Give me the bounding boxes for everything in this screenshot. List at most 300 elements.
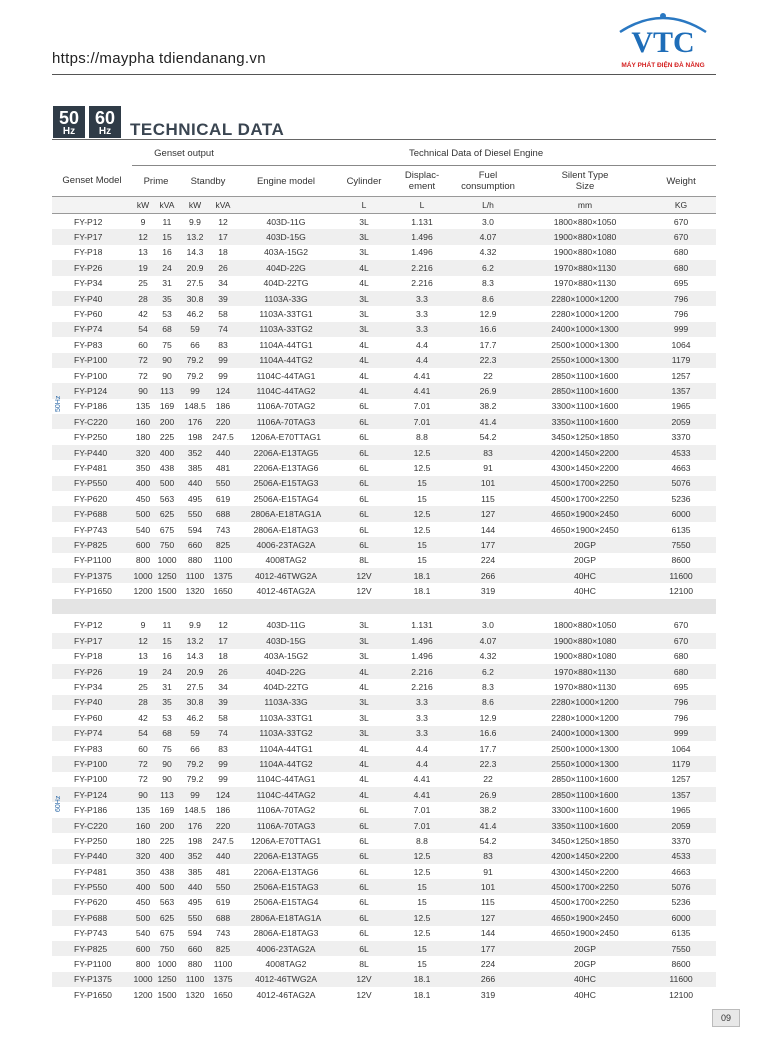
prime-kva-cell: 675 (159, 524, 175, 535)
engine-model-cell: 403D-11G (266, 216, 306, 227)
prime-kw-cell: 25 (138, 682, 148, 693)
silent-size-cell: 3450×1250×1850 (551, 432, 619, 443)
silent-size-cell: 1800×880×1050 (553, 620, 617, 631)
prime-kva-cell: 563 (159, 897, 175, 908)
engine-model-header: Engine model (236, 166, 336, 197)
prime-kva-cell: 15 (154, 229, 180, 244)
table-row (52, 506, 716, 521)
cylinder-cell: 6L (336, 818, 392, 833)
displacement-cell: 18.1 (413, 586, 431, 597)
engine-model-cell: 1103A-33TG1 (259, 309, 313, 320)
fuel-consumption-cell: 115 (481, 493, 495, 504)
prime-kw-cell: 72 (138, 370, 148, 381)
prime-kw-cell: 1000 (132, 568, 154, 583)
weight-cell: 3370 (671, 835, 691, 846)
silent-size-cell: 4200×1450×2200 (524, 445, 646, 460)
silent-size-cell: 20GP (524, 941, 646, 956)
silent-size-cell: 3350×1100×1600 (524, 414, 646, 429)
displacement-cell: 12.5 (392, 849, 452, 864)
standby-kw-cell: 880 (187, 959, 203, 970)
prime-header: Prime (132, 166, 180, 197)
prime-kva-cell: 750 (154, 941, 180, 956)
displacement-cell: 4.41 (413, 774, 431, 785)
prime-kw-cell: 160 (132, 414, 154, 429)
cylinder-cell: 6L (359, 897, 369, 908)
silent-size-cell: 4300×1450×2200 (551, 866, 619, 877)
table-50hz-body (52, 214, 716, 599)
weight-cell: 1257 (671, 370, 691, 381)
standby-kw-cell: 13.2 (180, 633, 210, 648)
cylinder-header: Cylinder (336, 166, 392, 197)
engine-model-cell: 404D-22G (236, 260, 336, 275)
prime-kva-cell: 400 (154, 445, 180, 460)
standby-kw-cell: 198 (187, 432, 203, 443)
prime-kw-cell: 600 (132, 537, 154, 552)
weight-cell: 11600 (646, 568, 716, 583)
engine-model-cell: 2506A-E15TAG4 (253, 493, 319, 504)
fuel-consumption-cell: 16.6 (452, 322, 524, 337)
engine-model-cell: 2506A-E15TAG3 (236, 879, 336, 894)
vtc-logo (612, 10, 714, 72)
cylinder-cell: 4L (336, 664, 392, 679)
standby-kw-label: kW (180, 197, 210, 214)
engine-model-cell: 1103A-33TG2 (236, 322, 336, 337)
fuel-consumption-cell: 224 (480, 959, 496, 970)
cylinder-cell: 3L (359, 712, 369, 723)
silent-size-cell: 3300×1100×1600 (551, 401, 619, 412)
silent-size-cell: 1900×880×1080 (553, 247, 617, 258)
standby-kw-cell: 9.9 (189, 216, 201, 227)
fuel-consumption-cell: 266 (452, 972, 524, 987)
cylinder-cell: 4L (359, 339, 369, 350)
prime-kva-cell: 675 (159, 928, 175, 939)
genset-model-cell: FY-P18 (74, 651, 103, 662)
prime-kva-label: kVA (154, 197, 180, 214)
technical-data-table (52, 141, 716, 1003)
standby-kva-cell: 99 (218, 774, 228, 785)
header-divider (52, 74, 716, 75)
weight-cell: 2059 (646, 818, 716, 833)
weight-cell: 670 (646, 633, 716, 648)
displacement-cell: 12.5 (392, 910, 452, 925)
fuel-consumption-cell: 38.2 (479, 805, 497, 816)
genset-model-cell: FY-P440 (52, 849, 132, 864)
prime-kw-cell: 28 (132, 291, 154, 306)
silent-size-cell: 3350×1100×1600 (524, 818, 646, 833)
standby-kva-cell: 34 (218, 682, 228, 693)
table-row (52, 633, 716, 648)
weight-cell: 796 (673, 309, 689, 320)
standby-kw-cell: 385 (187, 866, 203, 877)
fuel-header: Fuel consumption (452, 166, 524, 197)
prime-kva-cell: 16 (162, 651, 172, 662)
standby-kva-cell: 39 (210, 291, 236, 306)
engine-model-cell: 1103A-33G (236, 291, 336, 306)
genset-model-cell: FY-P550 (52, 476, 132, 491)
displacement-cell: 1.496 (392, 633, 452, 648)
table-row (52, 664, 716, 679)
cylinder-cell: 6L (359, 835, 369, 846)
prime-kw-cell: 450 (135, 897, 151, 908)
standby-kva-cell: 247.5 (212, 835, 234, 846)
silent-size-cell: 1970×880×1130 (524, 664, 646, 679)
fuel-consumption-cell: 115 (481, 897, 495, 908)
prime-kw-cell: 60 (138, 339, 148, 350)
logo-text: VTC (631, 26, 695, 59)
standby-kva-cell: 39 (210, 695, 236, 710)
genset-model-cell: FY-P481 (74, 866, 108, 877)
displacement-cell: 4.4 (392, 756, 452, 771)
displacement-cell: 3.3 (416, 712, 428, 723)
fuel-consumption-cell: 127 (452, 506, 524, 521)
standby-kw-cell: 1100 (180, 568, 210, 583)
table-row (52, 818, 716, 833)
standby-kw-cell: 20.9 (180, 664, 210, 679)
weight-cell: 680 (673, 247, 689, 258)
standby-kw-cell: 176 (180, 414, 210, 429)
fuel-consumption-cell: 22 (483, 370, 493, 381)
standby-kw-cell: 1100 (180, 972, 210, 987)
genset-model-cell: FY-P124 (52, 787, 132, 802)
prime-kw-cell: 160 (132, 818, 154, 833)
genset-model-cell: FY-P100 (52, 353, 132, 368)
silent-size-cell: 1800×880×1050 (553, 216, 617, 227)
genset-model-cell: FY-P26 (52, 260, 132, 275)
displacement-cell: 3.3 (416, 309, 428, 320)
table-row (52, 414, 716, 429)
standby-kva-cell: 550 (210, 879, 236, 894)
fuel-consumption-cell: 8.3 (482, 278, 494, 289)
cylinder-cell: 6L (359, 462, 369, 473)
weight-cell: 8600 (671, 959, 691, 970)
displacement-cell: 8.8 (416, 432, 428, 443)
silent-size-cell: 20GP (524, 537, 646, 552)
engine-model-cell: 403D-15G (236, 229, 336, 244)
engine-model-cell: 404D-22TG (263, 682, 309, 693)
standby-kva-cell: 825 (210, 941, 236, 956)
cylinder-cell: 6L (336, 849, 392, 864)
weight-cell: 796 (673, 712, 689, 723)
genset-output-header: Genset output (132, 141, 236, 166)
standby-kva-cell: 124 (210, 787, 236, 802)
prime-kva-cell: 225 (159, 835, 175, 846)
standby-kw-cell: 176 (180, 818, 210, 833)
genset-model-cell: FY-P40 (52, 695, 132, 710)
genset-model-cell: FY-P550 (52, 879, 132, 894)
fuel-consumption-cell: 41.4 (452, 818, 524, 833)
table-row (52, 695, 716, 710)
prime-kva-cell: 1000 (157, 959, 177, 970)
prime-kw-cell: 60 (138, 743, 148, 754)
size-unit-label: mm (524, 197, 646, 214)
genset-model-header: Genset Model (52, 166, 132, 197)
table-row (52, 353, 716, 368)
table-row (52, 245, 716, 260)
displacement-cell: 4.41 (392, 383, 452, 398)
fuel-consumption-cell: 3.0 (482, 216, 494, 227)
prime-kw-cell: 54 (132, 322, 154, 337)
engine-model-cell: 1104C-44TAG2 (236, 787, 336, 802)
silent-size-cell: 2550×1000×1300 (524, 756, 646, 771)
silent-size-cell: 4300×1450×2200 (551, 462, 619, 473)
silent-size-cell: 3300×1100×1600 (551, 805, 619, 816)
prime-kw-cell: 1200 (133, 989, 153, 1000)
cylinder-cell: 3L (336, 229, 392, 244)
cylinder-cell: 6L (359, 866, 369, 877)
fuel-consumption-cell: 4.07 (452, 633, 524, 648)
section-gap (52, 599, 716, 618)
prime-kw-cell: 180 (135, 835, 151, 846)
table-row (52, 726, 716, 741)
cylinder-cell: 12V (356, 989, 372, 1000)
silent-size-cell: 4650×1900×2450 (524, 506, 646, 521)
prime-kva-cell: 169 (159, 401, 175, 412)
standby-kw-cell: 440 (180, 476, 210, 491)
prime-kva-cell: 500 (154, 879, 180, 894)
weight-cell: 12100 (669, 586, 693, 597)
prime-kw-cell: 320 (132, 849, 154, 864)
engine-model-cell: 1206A-E70TTAG1 (250, 432, 322, 443)
silent-size-cell: 1900×880×1080 (553, 651, 617, 662)
badge-60-unit: Hz (98, 126, 112, 137)
genset-model-cell: FY-P17 (52, 229, 132, 244)
prime-kw-cell: 180 (135, 432, 151, 443)
fuel-consumption-cell: 12.9 (479, 712, 497, 723)
standby-kva-cell: 26 (210, 260, 236, 275)
fuel-consumption-cell: 22.3 (452, 353, 524, 368)
prime-kva-cell: 68 (154, 726, 180, 741)
prime-kva-cell: 625 (154, 910, 180, 925)
standby-kw-cell: 594 (187, 928, 203, 939)
cylinder-cell: 6L (336, 941, 392, 956)
displacement-cell: 1.131 (411, 216, 433, 227)
engine-unit-label (236, 197, 336, 214)
prime-kw-cell: 320 (132, 445, 154, 460)
fuel-consumption-cell: 12.9 (479, 309, 497, 320)
standby-kva-cell: 99 (210, 353, 236, 368)
displacement-cell: 1.496 (411, 651, 433, 662)
standby-kw-cell: 30.8 (180, 291, 210, 306)
silent-size-cell: 4650×1900×2450 (551, 928, 619, 939)
genset-model-cell: FY-P825 (52, 537, 132, 552)
standby-kva-cell: 743 (215, 928, 231, 939)
genset-model-cell: FY-P620 (74, 493, 108, 504)
engine-model-cell: 404D-22G (236, 664, 336, 679)
standby-kva-cell: 1100 (213, 959, 233, 970)
fuel-consumption-cell: 38.2 (479, 401, 497, 412)
engine-model-cell: 1106A-70TAG2 (256, 401, 316, 412)
standby-kw-cell: 148.5 (184, 805, 206, 816)
fuel-consumption-cell: 41.4 (452, 414, 524, 429)
genset-model-cell: FY-P74 (52, 726, 132, 741)
engine-model-cell: 1104C-44TAG1 (256, 370, 316, 381)
weight-cell: 1064 (671, 743, 691, 754)
fuel-consumption-cell: 319 (480, 586, 496, 597)
genset-model-cell: FY-P250 (74, 432, 108, 443)
genset-model-cell: FY-P1375 (52, 972, 132, 987)
standby-kw-cell: 495 (187, 897, 203, 908)
badge-50-number: 50 (58, 108, 80, 128)
standby-kw-cell: 59 (180, 322, 210, 337)
table-row (52, 741, 716, 756)
silent-size-header: Silent Type Size (524, 166, 646, 197)
cylinder-cell: 6L (359, 524, 369, 535)
genset-model-cell: FY-P250 (74, 835, 108, 846)
fuel-consumption-cell: 17.7 (479, 743, 497, 754)
standby-kw-cell: 660 (180, 941, 210, 956)
prime-kw-cell: 12 (132, 229, 154, 244)
prime-kva-cell: 53 (162, 712, 172, 723)
genset-model-cell: FY-P12 (74, 216, 103, 227)
silent-size-cell: 2850×1100×1600 (524, 383, 646, 398)
silent-size-cell: 2280×1000×1200 (551, 309, 619, 320)
weight-cell: 5236 (671, 493, 691, 504)
displacement-cell: 15 (392, 537, 452, 552)
engine-model-cell: 4006-23TAG2A (236, 941, 336, 956)
standby-kva-cell: 99 (210, 756, 236, 771)
engine-model-cell: 1106A-70TAG3 (236, 414, 336, 429)
genset-model-cell: FY-P124 (52, 383, 132, 398)
standby-kw-cell: 550 (180, 506, 210, 521)
cylinder-cell: 3L (336, 291, 392, 306)
displacement-cell: 7.01 (392, 414, 452, 429)
table-row (52, 787, 716, 802)
prime-kva-cell: 200 (154, 818, 180, 833)
weight-cell: 3370 (671, 432, 691, 443)
page-number: 09 (712, 1009, 740, 1027)
standby-kva-cell: 550 (210, 476, 236, 491)
standby-kw-cell: 440 (180, 879, 210, 894)
displacement-cell: 4.41 (392, 787, 452, 802)
engine-model-cell: 1104A-44TG1 (259, 339, 313, 350)
genset-model-cell: FY-P34 (74, 278, 103, 289)
cylinder-unit-label: L (336, 197, 392, 214)
fuel-consumption-cell: 144 (480, 524, 496, 535)
weight-cell: 796 (646, 695, 716, 710)
displacement-cell: 3.3 (392, 726, 452, 741)
prime-kva-cell: 31 (162, 278, 172, 289)
table-row (52, 879, 716, 894)
cylinder-cell: 12V (336, 972, 392, 987)
prime-kva-cell: 113 (154, 383, 180, 398)
genset-model-cell: FY-P186 (74, 805, 108, 816)
prime-kva-cell: 11 (162, 620, 172, 631)
standby-kw-cell: 79.2 (186, 774, 204, 785)
silent-size-cell: 1970×880×1130 (554, 278, 616, 289)
cylinder-cell: 3L (336, 695, 392, 710)
fuel-consumption-cell: 16.6 (452, 726, 524, 741)
standby-kw-cell: 660 (180, 537, 210, 552)
silent-size-cell: 2280×1000×1200 (524, 291, 646, 306)
weight-cell: 2059 (646, 414, 716, 429)
cylinder-cell: 6L (359, 493, 369, 504)
fuel-consumption-cell: 26.9 (452, 383, 524, 398)
fuel-consumption-cell: 83 (452, 445, 524, 460)
prime-kw-cell: 19 (132, 260, 154, 275)
prime-kw-cell: 400 (132, 879, 154, 894)
prime-kva-cell: 35 (154, 291, 180, 306)
silent-size-cell: 4650×1900×2450 (551, 524, 619, 535)
weight-cell: 1357 (646, 787, 716, 802)
standby-kw-cell: 14.3 (186, 247, 204, 258)
displacement-cell: 15 (417, 897, 427, 908)
standby-kva-cell: 83 (218, 743, 228, 754)
fuel-consumption-cell: 8.6 (452, 695, 524, 710)
displacement-cell: 15 (392, 879, 452, 894)
cylinder-cell: 3L (336, 633, 392, 648)
weight-cell: 5236 (671, 897, 691, 908)
weight-cell: 796 (646, 291, 716, 306)
standby-kva-cell: 34 (218, 278, 228, 289)
fuel-consumption-cell: 266 (452, 568, 524, 583)
weight-cell: 5076 (646, 879, 716, 894)
standby-kva-cell: 186 (215, 805, 231, 816)
table-row (52, 941, 716, 956)
standby-kva-cell: 1375 (210, 972, 236, 987)
cylinder-cell: 4L (359, 278, 369, 289)
prime-kw-cell: 72 (132, 756, 154, 771)
cylinder-cell: 8L (359, 555, 369, 566)
prime-kw-cell: 600 (132, 941, 154, 956)
standby-kw-cell: 148.5 (184, 401, 206, 412)
cylinder-cell: 6L (336, 414, 392, 429)
displacement-cell: 12.5 (413, 866, 431, 877)
weight-cell: 8600 (671, 555, 691, 566)
fuel-consumption-cell: 83 (452, 849, 524, 864)
weight-cell: 1179 (646, 756, 716, 771)
displacement-cell: 18.1 (392, 568, 452, 583)
prime-kw-cell: 135 (135, 805, 151, 816)
engine-model-cell: 2206A-E13TAG5 (236, 445, 336, 460)
standby-kva-cell: 58 (218, 712, 228, 723)
cylinder-cell: 3L (359, 651, 369, 662)
weight-cell: 6000 (646, 910, 716, 925)
standby-kva-cell: 247.5 (212, 432, 234, 443)
engine-model-cell: 1104A-44TG2 (236, 756, 336, 771)
prime-kw-cell: 400 (132, 476, 154, 491)
engine-model-cell: 4012-46TAG2A (256, 989, 316, 1000)
site-url[interactable]: https://maypha tdiendanang.vn (52, 50, 266, 67)
displacement-cell: 1.131 (411, 620, 433, 631)
genset-model-cell: FY-P186 (74, 401, 108, 412)
engine-model-cell: 4006-23TAG2A (236, 537, 336, 552)
fuel-consumption-cell: 8.3 (482, 682, 494, 693)
prime-kw-cell: 72 (132, 353, 154, 368)
standby-kva-cell: 220 (210, 818, 236, 833)
displacement-cell: 18.1 (413, 989, 431, 1000)
silent-size-cell: 2500×1000×1300 (551, 339, 619, 350)
cylinder-cell: 4L (336, 756, 392, 771)
fuel-consumption-cell: 101 (452, 476, 524, 491)
table-row (52, 833, 716, 848)
displacement-cell: 12.5 (413, 928, 431, 939)
table-row (52, 679, 716, 694)
silent-size-cell: 4650×1900×2450 (524, 910, 646, 925)
standby-kva-cell: 220 (210, 414, 236, 429)
genset-model-cell: FY-P74 (52, 322, 132, 337)
prime-kva-cell: 625 (154, 506, 180, 521)
cylinder-cell: 4L (359, 682, 369, 693)
engine-model-cell: 1103A-33TG1 (259, 712, 313, 723)
weight-cell: 6135 (671, 524, 691, 535)
prime-kw-cell: 13 (138, 247, 148, 258)
standby-kw-cell: 20.9 (180, 260, 210, 275)
prime-kva-cell: 75 (162, 339, 172, 350)
genset-model-cell: FY-P1100 (74, 555, 112, 566)
genset-model-cell: FY-P83 (74, 339, 103, 350)
logo-subtext: MÁY PHÁT ĐIỆN ĐÀ NẴNG (621, 62, 705, 69)
standby-kva-cell: 18 (218, 651, 228, 662)
